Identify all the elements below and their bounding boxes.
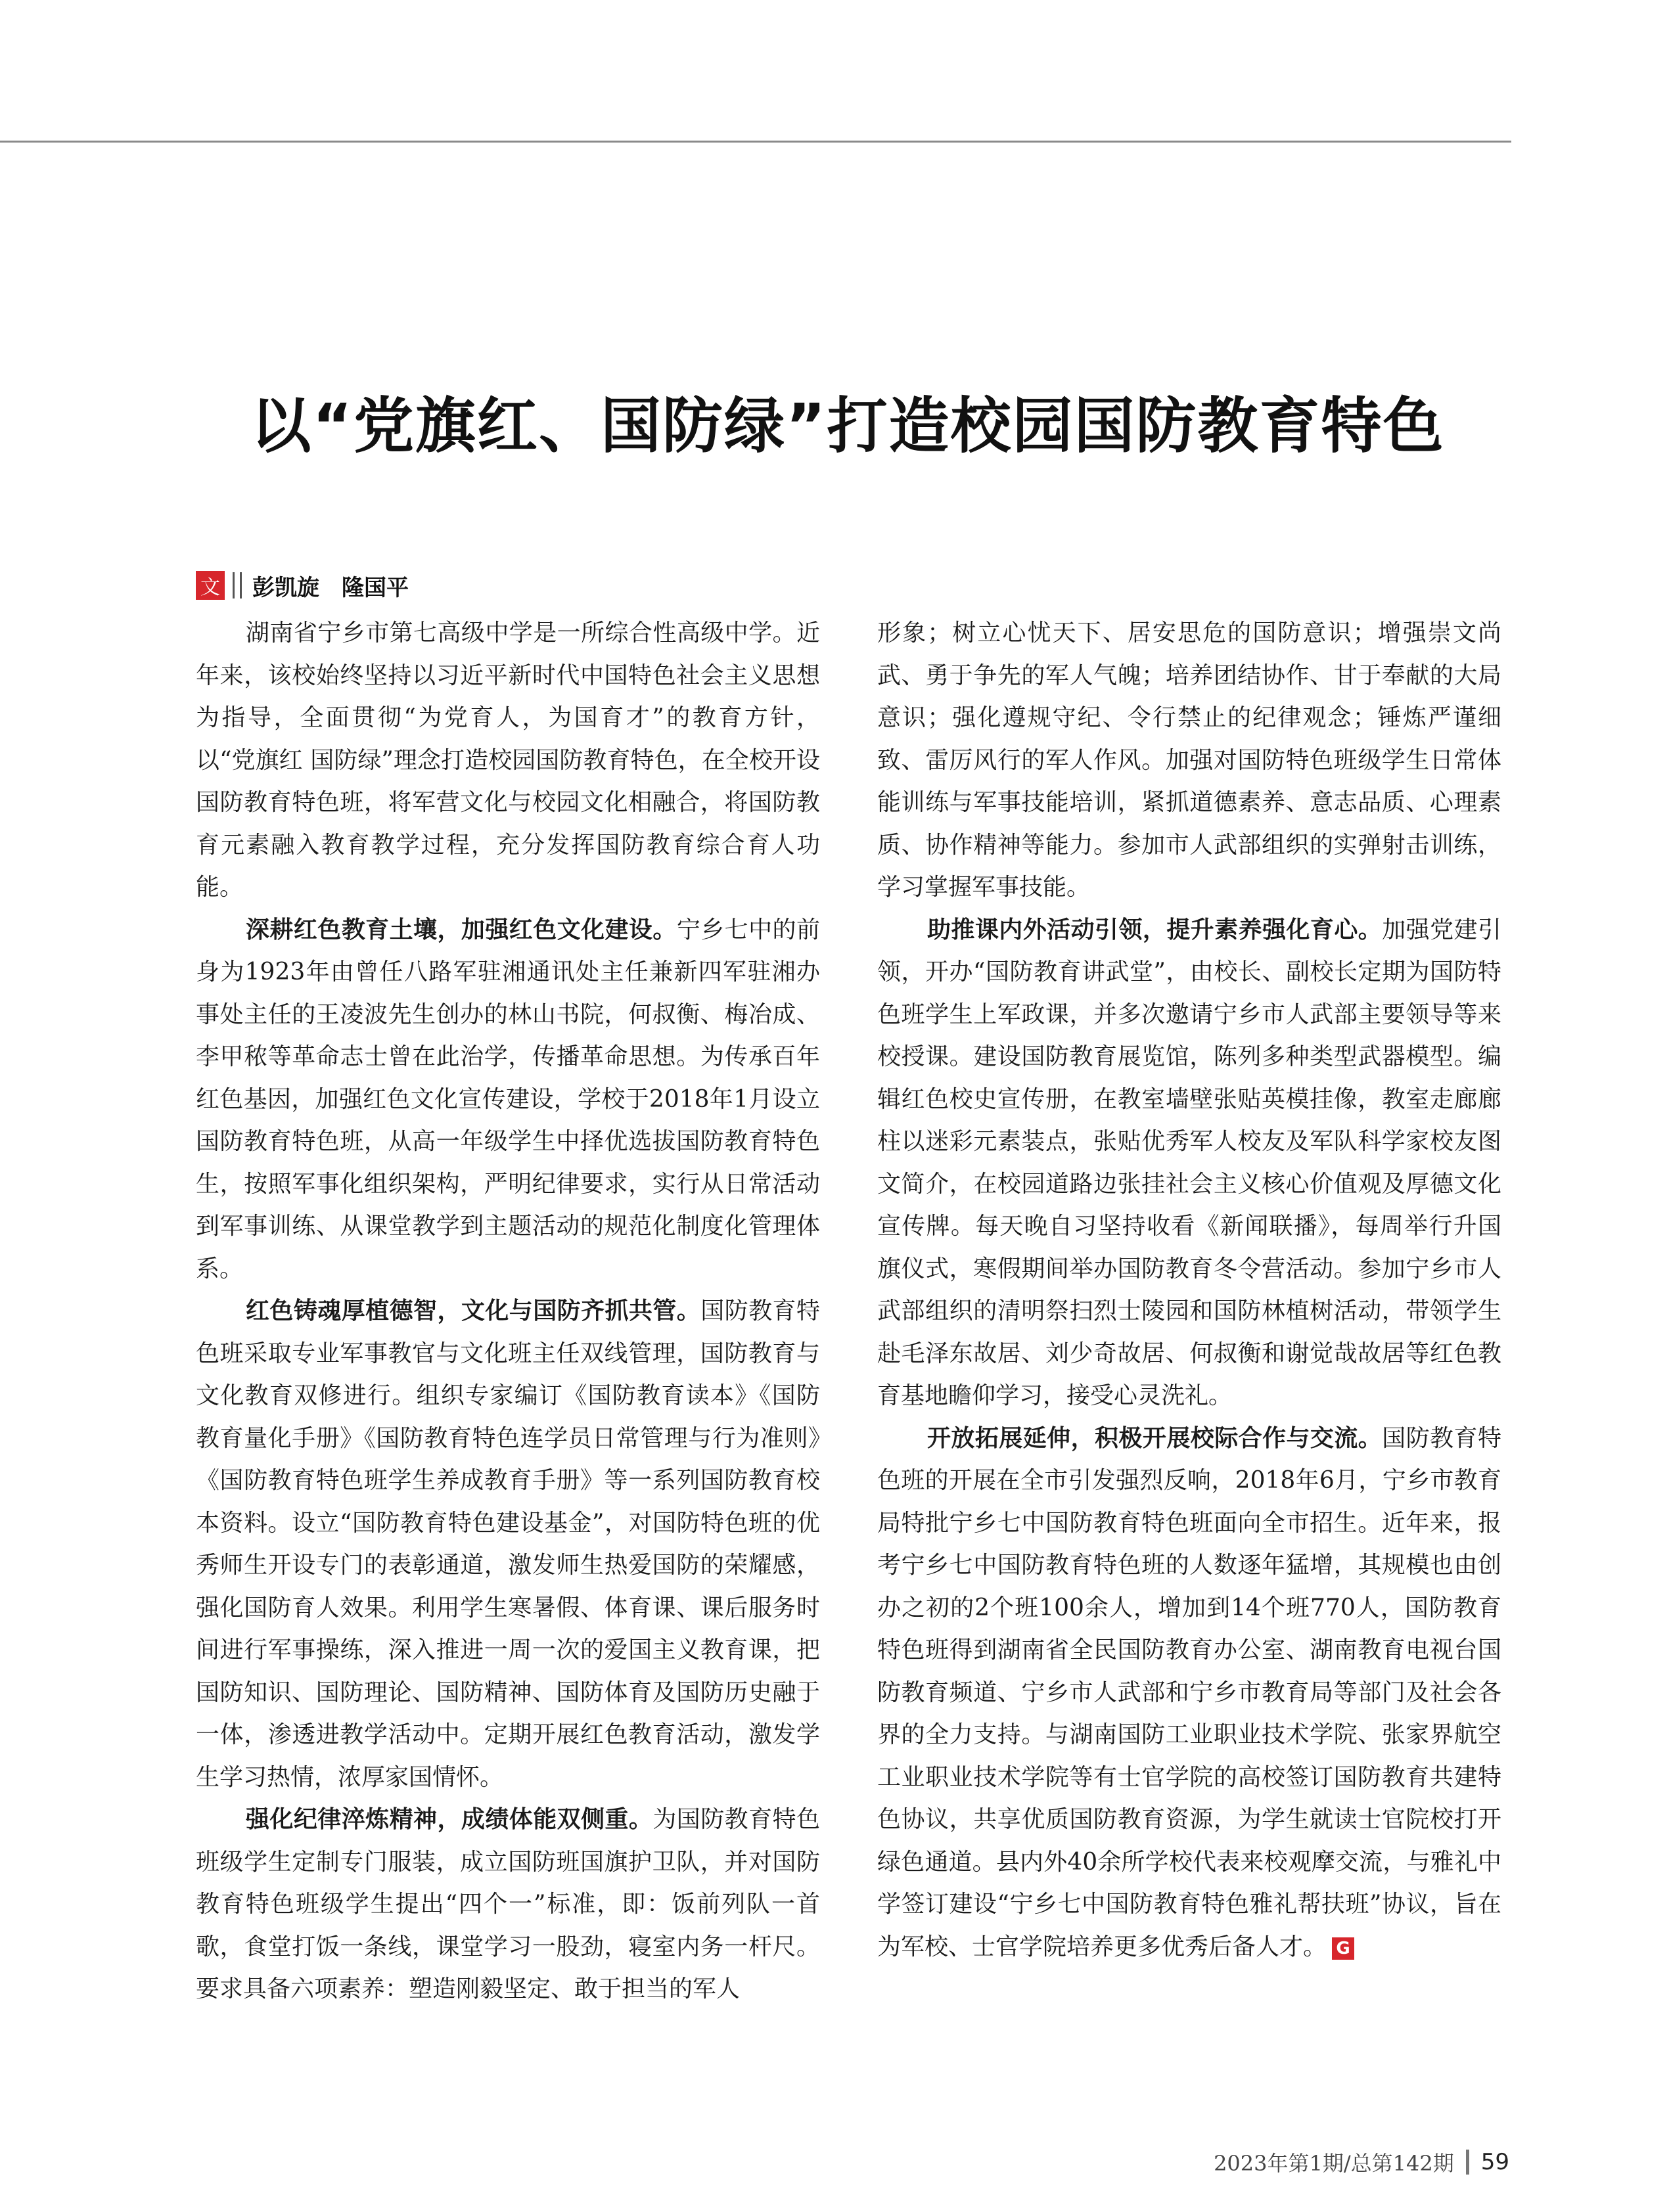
top-rule (0, 141, 1511, 143)
byline-separator (233, 572, 242, 598)
paragraph-lead: 红色铸魂厚植德智，文化与国防齐抓共管。 (246, 1298, 701, 1324)
paragraph-red-culture: 深耕红色教育土壤，加强红色文化建设。宁乡七中的前身为1923年由曾任八路军驻湘通讯处主任兼新四军驻湘办事处主任的王凌波先生创办的林山书院，何叔衡、梅冶成、李甲秾等革命志士曾在此治学，传播革命思想。为传承百年红色基因，加强红色文化宣传建设，学校于2018年1月设立国防教育特色班，从高一年级学生中择优选拔国防教育特色生，按照军事化组织架构，严明纪律要求，实行从日常活动到军事训练、从课堂教学到主题活动的规范化制度化管理体系。 (196, 916, 820, 1282)
paragraph-cooperation: 开放拓展延伸，积极开展校际合作与交流。国防教育特色班的开展在全市引发强烈反响，2018年6月，宁乡市教育局特批宁乡七中国防教育特色班面向全市招生。近年来，报考宁乡七中国防教育特色班的人数逐年猛增，其规模也由创办之初的2个班100余人，增加到14个班770人，国防教育特色班得到湖南省全民国防教育办公室、湖南教育电视台国防教育频道、宁乡市人武部和宁乡市教育局等部门及社会各界的全力支持。与湖南国防工业职业技术学院、张家界航空工业职业技术学院等有士官学院的高校签订国防教育共建特色协议，共享优质国防教育资源，为学生就读士官院校打开绿色通道。县内外40余所学校代表来校观摩交流，与雅礼中学签订建设“宁乡七中国防教育特色雅礼帮扶班”协议，旨在为军校、士官学院培养更多优秀后备人才。 G (877, 1424, 1501, 1960)
article-title: 以“党旗红、国防绿”打造校园国防教育特色 (250, 391, 1445, 461)
right-column (877, 612, 1501, 1968)
footer-divider (1466, 2150, 1469, 2175)
paragraph-discipline-continued: 形象；树立心忧天下、居安思危的国防意识；增强崇文尚武、勇于争先的军人气魄；培养团结协作、甘于奉献的大局意识；强化遵规守纪、令行禁止的纪律观念；锤炼严谨细致、雷厉风行的军人作风。加强对国防特色班级学生日常体能训练与军事技能培训，紧抓道德素养、意志品质、心理素质、协作精神等能力。参加市人武部组织的实弹射击训练，学习掌握军事技能。 (877, 620, 1501, 901)
page-number: 59 (1480, 2149, 1509, 2175)
paragraph-lead: 强化纪律淬炼精神，成绩体能双侧重。 (246, 1806, 653, 1833)
byline-authors: 彭凯旋 隆国平 (252, 574, 409, 601)
paragraph-intro: 湖南省宁乡市第七高级中学是一所综合性高级中学。近年来，该校始终坚持以习近平新时代中国特色社会主义思想为指导，全面贯彻“为党育人，为国育才”的教育方针，以“党旗红 国防绿”理念打造校园国防教育特色，在全校开设国防教育特色班，将军营文化与校园文化相融合，将国防教育元素融入教育教学过程，充分发挥国防教育综合育人功能。 (196, 620, 820, 901)
end-mark-icon: G (1332, 1937, 1354, 1960)
paragraph-activities: 助推课内外活动引领，提升素养强化育心。加强党建引领，开办“国防教育讲武堂”，由校长、副校长定期为国防特色班学生上军政课，并多次邀请宁乡市人武部主要领导等来校授课。建设国防教育展览馆，陈列多种类型武器模型。编辑红色校史宣传册，在教室墙壁张贴英模挂像，教室走廊廊柱以迷彩元素装点，张贴优秀军人校友及军队科学家校友图文简介，在校园道路边张挂社会主义核心价值观及厚德文化宣传牌。每天晚自习坚持收看《新闻联播》，每周举行升国旗仪式，寒假期间举办国防教育冬令营活动。参加宁乡市人武部组织的清明祭扫烈士陵园和国防林植树活动，带领学生赴毛泽东故居、刘少奇故居、何叔衡和谢觉哉故居等红色教育基地瞻仰学习，接受心灵洗礼。 (877, 916, 1501, 1409)
page-footer (1214, 2147, 1509, 2177)
byline (196, 570, 409, 600)
paragraph-lead: 深耕红色教育土壤，加强红色文化建设。 (246, 916, 677, 943)
paragraph-lead: 助推课内外活动引领，提升素养强化育心。 (927, 916, 1383, 943)
footer-issue: 2023年第1期/总第142期 (1214, 2151, 1454, 2176)
left-column (196, 612, 820, 2011)
byline-badge: 文 (196, 571, 225, 600)
paragraph-lead: 开放拓展延伸，积极开展校际合作与交流。 (927, 1424, 1383, 1452)
paragraph-dual-management: 红色铸魂厚植德智，文化与国防齐抓共管。国防教育特色班采取专业军事教官与文化班主任双线管理，国防教育与文化教育双修进行。组织专家编订《国防教育读本》《国防教育量化手册》《国防教育特色连学员日常管理与行为准则》《国防教育特色班学生养成教育手册》等一系列国防教育校本资料。设立“国防教育特色建设基金”，对国防特色班的优秀师生开设专门的表彰通道，激发师生热爱国防的荣耀感，强化国防育人效果。利用学生寒暑假、体育课、课后服务时间进行军事操练，深入推进一周一次的爱国主义教育课，把国防知识、国防理论、国防精神、国防体育及国防历史融于一体，渗透进教学活动中。定期开展红色教育活动，激发学生学习热情，浓厚家国情怀。 (196, 1298, 820, 1791)
paragraph-discipline: 强化纪律淬炼精神，成绩体能双侧重。为国防教育特色班级学生定制专门服装，成立国防班国旗护卫队，并对国防教育特色班级学生提出“四个一”标准，即：饭前列队一首歌，食堂打饭一条线，课堂学习一股劲，寝室内务一杆尺。要求具备六项素养：塑造刚毅坚定、敢于担当的军人 (196, 1806, 820, 2002)
